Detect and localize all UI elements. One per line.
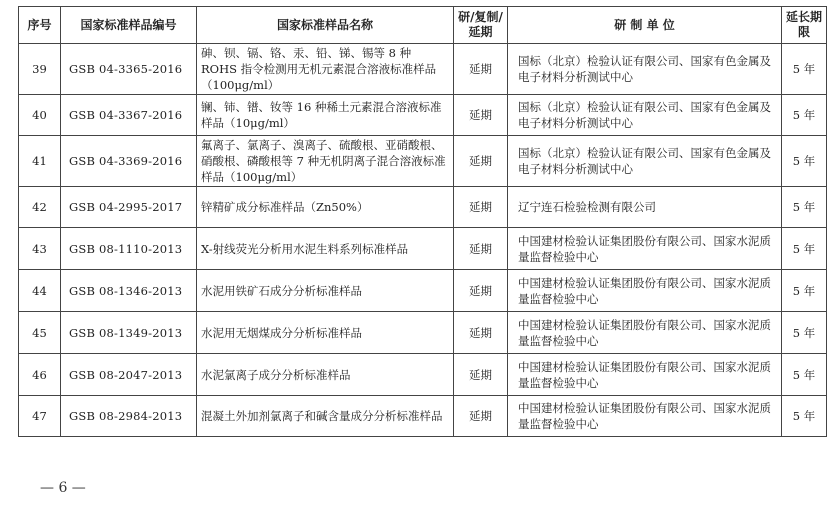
row-serial-number: 44 <box>19 270 61 312</box>
table-row <box>19 136 827 187</box>
row-extension-term: 5 年 <box>782 136 827 187</box>
row-extension-term: 5 年 <box>782 95 827 136</box>
row-serial-number: 43 <box>19 228 61 270</box>
row-sample-code: GSB 04-3367-2016 <box>61 95 197 136</box>
row-extension-term: 5 年 <box>782 312 827 354</box>
row-developer-unit: 中国建材检验认证集团股份有限公司、国家水泥质量监督检验中心 <box>508 228 782 270</box>
row-sample-code: GSB 04-2995-2017 <box>61 187 197 228</box>
row-sample-name: 混凝土外加剂氯离子和碱含量成分分析标准样品 <box>197 396 454 437</box>
row-serial-number: 40 <box>19 95 61 136</box>
row-type: 延期 <box>454 228 508 270</box>
row-extension-term: 5 年 <box>782 187 827 228</box>
row-serial-number: 42 <box>19 187 61 228</box>
header-sample-name: 国家标准样品名称 <box>197 7 454 44</box>
row-serial-number: 46 <box>19 354 61 396</box>
row-type: 延期 <box>454 354 508 396</box>
row-serial-number: 45 <box>19 312 61 354</box>
row-developer-unit: 中国建材检验认证集团股份有限公司、国家水泥质量监督检验中心 <box>508 354 782 396</box>
row-developer-unit: 辽宁连石检验检测有限公司 <box>508 187 782 228</box>
row-extension-term: 5 年 <box>782 228 827 270</box>
row-type: 延期 <box>454 44 508 95</box>
row-extension-term: 5 年 <box>782 396 827 437</box>
row-sample-code: GSB 08-1110-2013 <box>61 228 197 270</box>
row-type: 延期 <box>454 270 508 312</box>
page-number: — 6 — <box>40 480 86 496</box>
table-row <box>19 270 827 312</box>
table-row <box>19 312 827 354</box>
header-sample-code: 国家标准样品编号 <box>61 7 197 44</box>
row-sample-name: 镧、铈、镨、钕等 16 种稀土元素混合溶液标准样品（10μg/ml） <box>197 95 454 136</box>
table-row <box>19 354 827 396</box>
row-sample-name: 水泥用铁矿石成分分析标准样品 <box>197 270 454 312</box>
header-developer-unit: 研 制 单 位 <box>508 7 782 44</box>
row-type: 延期 <box>454 312 508 354</box>
row-sample-name: 氟离子、氯离子、溴离子、硫酸根、亚硝酸根、硝酸根、磷酸根等 7 种无机阴离子混合溶液标准样品（100μg/ml） <box>197 136 454 187</box>
row-extension-term: 5 年 <box>782 44 827 95</box>
header-serial-number: 序号 <box>19 7 61 44</box>
header-extension-term: 延长期限 <box>782 7 827 44</box>
row-type: 延期 <box>454 95 508 136</box>
row-developer-unit: 中国建材检验认证集团股份有限公司、国家水泥质量监督检验中心 <box>508 270 782 312</box>
row-sample-code: GSB 08-1346-2013 <box>61 270 197 312</box>
row-sample-name: 水泥氯离子成分分析标准样品 <box>197 354 454 396</box>
row-developer-unit: 国标（北京）检验认证有限公司、国家有色金属及电子材料分析测试中心 <box>508 136 782 187</box>
row-serial-number: 47 <box>19 396 61 437</box>
row-sample-name: 砷、钡、镉、铬、汞、铅、锑、锡等 8 种 ROHS 指令检测用无机元素混合溶液标准样品（100μg/ml） <box>197 44 454 95</box>
row-developer-unit: 中国建材检验认证集团股份有限公司、国家水泥质量监督检验中心 <box>508 312 782 354</box>
header-type: 研/复制/延期 <box>454 7 508 44</box>
row-sample-code: GSB 08-2984-2013 <box>61 396 197 437</box>
row-type: 延期 <box>454 396 508 437</box>
row-sample-name: 水泥用无烟煤成分分析标准样品 <box>197 312 454 354</box>
table-row <box>19 187 827 228</box>
row-extension-term: 5 年 <box>782 270 827 312</box>
row-sample-name: 锌精矿成分标准样品（Zn50%） <box>197 187 454 228</box>
row-developer-unit: 中国建材检验认证集团股份有限公司、国家水泥质量监督检验中心 <box>508 396 782 437</box>
row-sample-code: GSB 08-1349-2013 <box>61 312 197 354</box>
row-type: 延期 <box>454 187 508 228</box>
row-sample-code: GSB 04-3369-2016 <box>61 136 197 187</box>
row-type: 延期 <box>454 136 508 187</box>
table-row <box>19 228 827 270</box>
table-row <box>19 44 827 95</box>
row-sample-code: GSB 04-3365-2016 <box>61 44 197 95</box>
row-extension-term: 5 年 <box>782 354 827 396</box>
table-row <box>19 95 827 136</box>
standard-samples-table <box>18 6 827 437</box>
row-serial-number: 39 <box>19 44 61 95</box>
table-row <box>19 396 827 437</box>
row-developer-unit: 国标（北京）检验认证有限公司、国家有色金属及电子材料分析测试中心 <box>508 95 782 136</box>
row-developer-unit: 国标（北京）检验认证有限公司、国家有色金属及电子材料分析测试中心 <box>508 44 782 95</box>
row-serial-number: 41 <box>19 136 61 187</box>
table-header-row <box>19 7 827 44</box>
row-sample-code: GSB 08-2047-2013 <box>61 354 197 396</box>
row-sample-name: X-射线荧光分析用水泥生料系列标准样品 <box>197 228 454 270</box>
